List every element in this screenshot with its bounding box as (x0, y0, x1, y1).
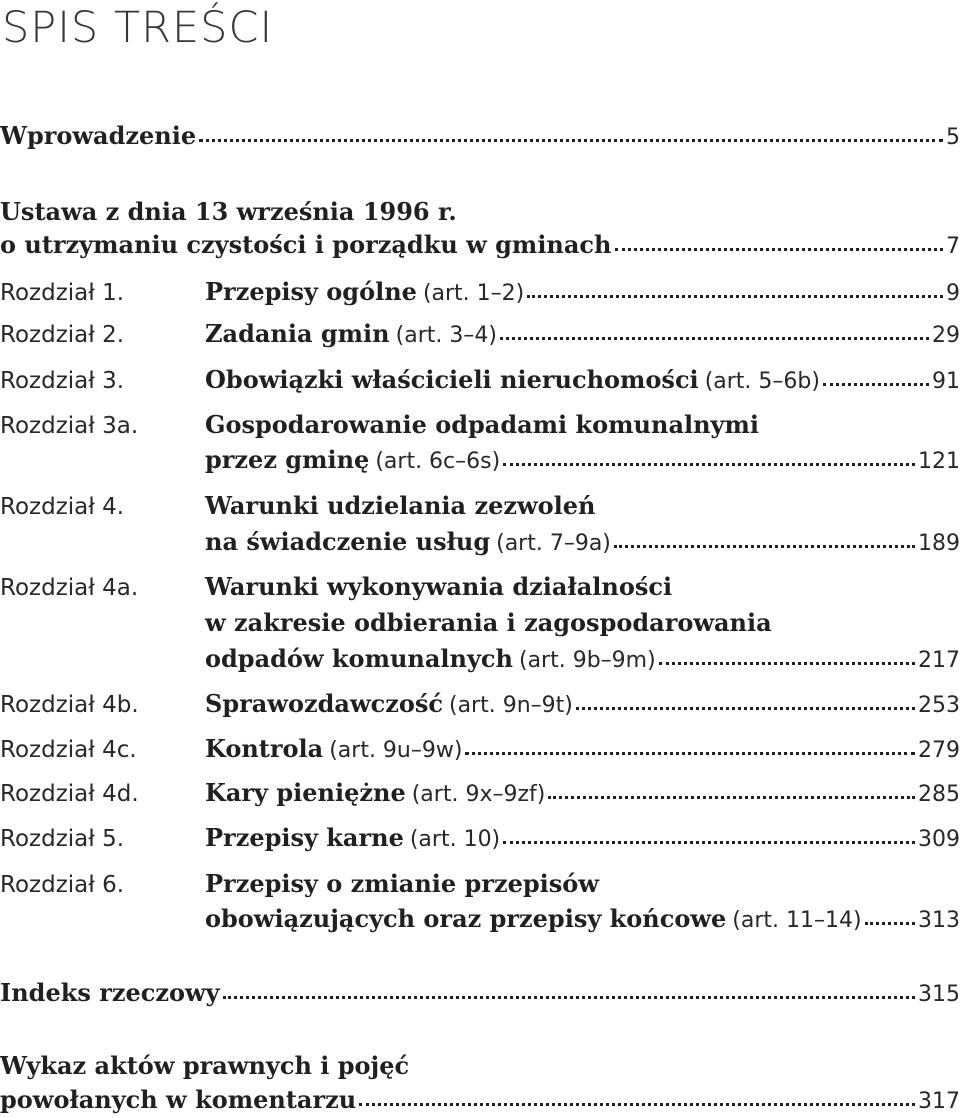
toc-entry-chapter-2[interactable] (0, 318, 960, 352)
chapter-title: Kontrola (205, 734, 324, 763)
toc-entry-index[interactable] (0, 977, 960, 1011)
dot-leader (615, 248, 944, 251)
dot-leader (199, 139, 943, 142)
page-number: 29 (932, 323, 960, 348)
page-number: 253 (918, 693, 960, 718)
chapter-label: Rozdział 1. (0, 280, 125, 306)
dot-leader (223, 996, 915, 999)
toc-entry-chapter-6-line1 (0, 868, 960, 901)
entry-title: Indeks rzeczowy (0, 978, 220, 1007)
page-number: 91 (932, 369, 960, 394)
entry-title: powołanych w komentarzu (0, 1085, 357, 1114)
chapter-title: Przepisy ogólne (205, 277, 417, 306)
page-number: 189 (918, 531, 960, 556)
dot-leader (359, 1103, 915, 1106)
article-range: (art. 9n–9t) (448, 693, 573, 718)
page-number: 315 (918, 982, 960, 1007)
toc-entry-intro[interactable] (0, 120, 960, 154)
toc-entry-chapter-4a[interactable] (0, 643, 960, 677)
dot-leader (500, 337, 929, 340)
chapter-title: Sprawozdawczość (205, 689, 443, 718)
article-range: (art. 9b–9m) (518, 648, 656, 673)
page-title: SPIS TREŚCI (2, 3, 274, 53)
article-range: (art. 5–6b) (704, 369, 820, 394)
dot-leader (503, 463, 915, 466)
article-range: (art. 7–9a) (496, 531, 611, 556)
dot-leader (576, 707, 915, 710)
chapter-title: obowiązujących oraz przepisy końcowe (205, 904, 727, 933)
chapter-title: Gospodarowanie odpadami komunalnymi (205, 410, 760, 439)
chapter-label: Rozdział 2. (0, 322, 125, 348)
chapter-title: Obowiązki właścicieli nieruchomości (205, 365, 699, 394)
page-number: 217 (918, 648, 960, 673)
dot-leader (614, 545, 915, 548)
page-number: 317 (918, 1089, 960, 1114)
entry-title: Ustawa z dnia 13 września 1996 r. (0, 197, 457, 226)
entry-title: Wprowadzenie (0, 121, 197, 150)
chapter-label: Rozdział 4d. (0, 781, 139, 807)
page-number: 5 (946, 125, 960, 150)
dot-leader (659, 662, 915, 665)
page-number: 279 (918, 738, 960, 763)
chapter-label: Rozdział 3a. (0, 413, 139, 439)
article-range: (art. 6c–6s) (375, 449, 501, 474)
toc-entry-chapter-4b[interactable] (0, 688, 960, 722)
dot-leader (823, 383, 929, 386)
toc-entry-chapter-3a-line1 (0, 409, 960, 442)
article-range: (art. 9u–9w) (329, 738, 463, 763)
chapter-title: na świadczenie usług (205, 527, 491, 556)
toc-entry-act[interactable] (0, 229, 960, 263)
toc-entry-act-line1 (0, 196, 960, 228)
chapter-title: Przepisy o zmianie przepisów (205, 869, 599, 898)
toc-entry-chapter-4a-line1 (0, 571, 960, 604)
article-range: (art. 1–2) (422, 281, 525, 306)
chapter-label: Rozdział 6. (0, 872, 125, 898)
chapter-label: Rozdział 4a. (0, 575, 139, 601)
page-number: 313 (918, 908, 960, 933)
article-range: (art. 11–14) (732, 908, 862, 933)
toc-entry-chapter-6[interactable] (0, 903, 960, 937)
dot-leader (865, 922, 915, 925)
page-number: 285 (918, 782, 960, 807)
chapter-title: w zakresie odbierania i zagospodarowania (205, 608, 772, 637)
article-range: (art. 9x–9zf) (411, 782, 546, 807)
chapter-title: Kary pieniężne (205, 778, 406, 807)
toc-entry-chapter-4a-line2 (0, 607, 960, 639)
page-number: 9 (946, 281, 960, 306)
chapter-label: Rozdział 3. (0, 368, 125, 394)
chapter-label: Rozdział 4. (0, 494, 125, 520)
entry-title: Wykaz aktów prawnych i pojęć (0, 1051, 410, 1080)
dot-leader (527, 295, 943, 298)
chapter-title: Przepisy karne (205, 823, 404, 852)
toc-entry-chapter-4[interactable] (0, 526, 960, 560)
chapter-title: Warunki wykonywania działalności (205, 572, 673, 601)
page-number: 7 (946, 234, 960, 259)
page-number: 121 (918, 449, 960, 474)
article-range: (art. 3–4) (395, 323, 497, 348)
dot-leader (548, 796, 915, 799)
chapter-title: przez gminę (205, 445, 370, 474)
toc-entry-chapter-3[interactable] (0, 364, 960, 398)
toc-entry-chapter-4-line1 (0, 490, 960, 523)
toc-entry-acts-list-line1 (0, 1050, 960, 1082)
chapter-label: Rozdział 4b. (0, 692, 139, 718)
article-range: (art. 10) (409, 827, 501, 852)
dot-leader (503, 841, 915, 844)
toc-entry-acts-list[interactable] (0, 1084, 960, 1118)
toc-entry-chapter-3a[interactable] (0, 444, 960, 478)
chapter-label: Rozdział 4c. (0, 737, 137, 763)
chapter-title: odpadów komunalnych (205, 644, 513, 673)
chapter-label: Rozdział 5. (0, 826, 125, 852)
chapter-title: Zadania gmin (205, 319, 390, 348)
toc-entry-chapter-5[interactable] (0, 822, 960, 856)
toc-entry-chapter-1[interactable] (0, 276, 960, 310)
page-number: 309 (918, 827, 960, 852)
dot-leader (465, 752, 915, 755)
toc-entry-chapter-4d[interactable] (0, 777, 960, 811)
entry-title: o utrzymaniu czystości i porządku w gminach (0, 230, 612, 259)
toc-entry-chapter-4c[interactable] (0, 733, 960, 767)
chapter-title: Warunki udzielania zezwoleń (205, 491, 596, 520)
